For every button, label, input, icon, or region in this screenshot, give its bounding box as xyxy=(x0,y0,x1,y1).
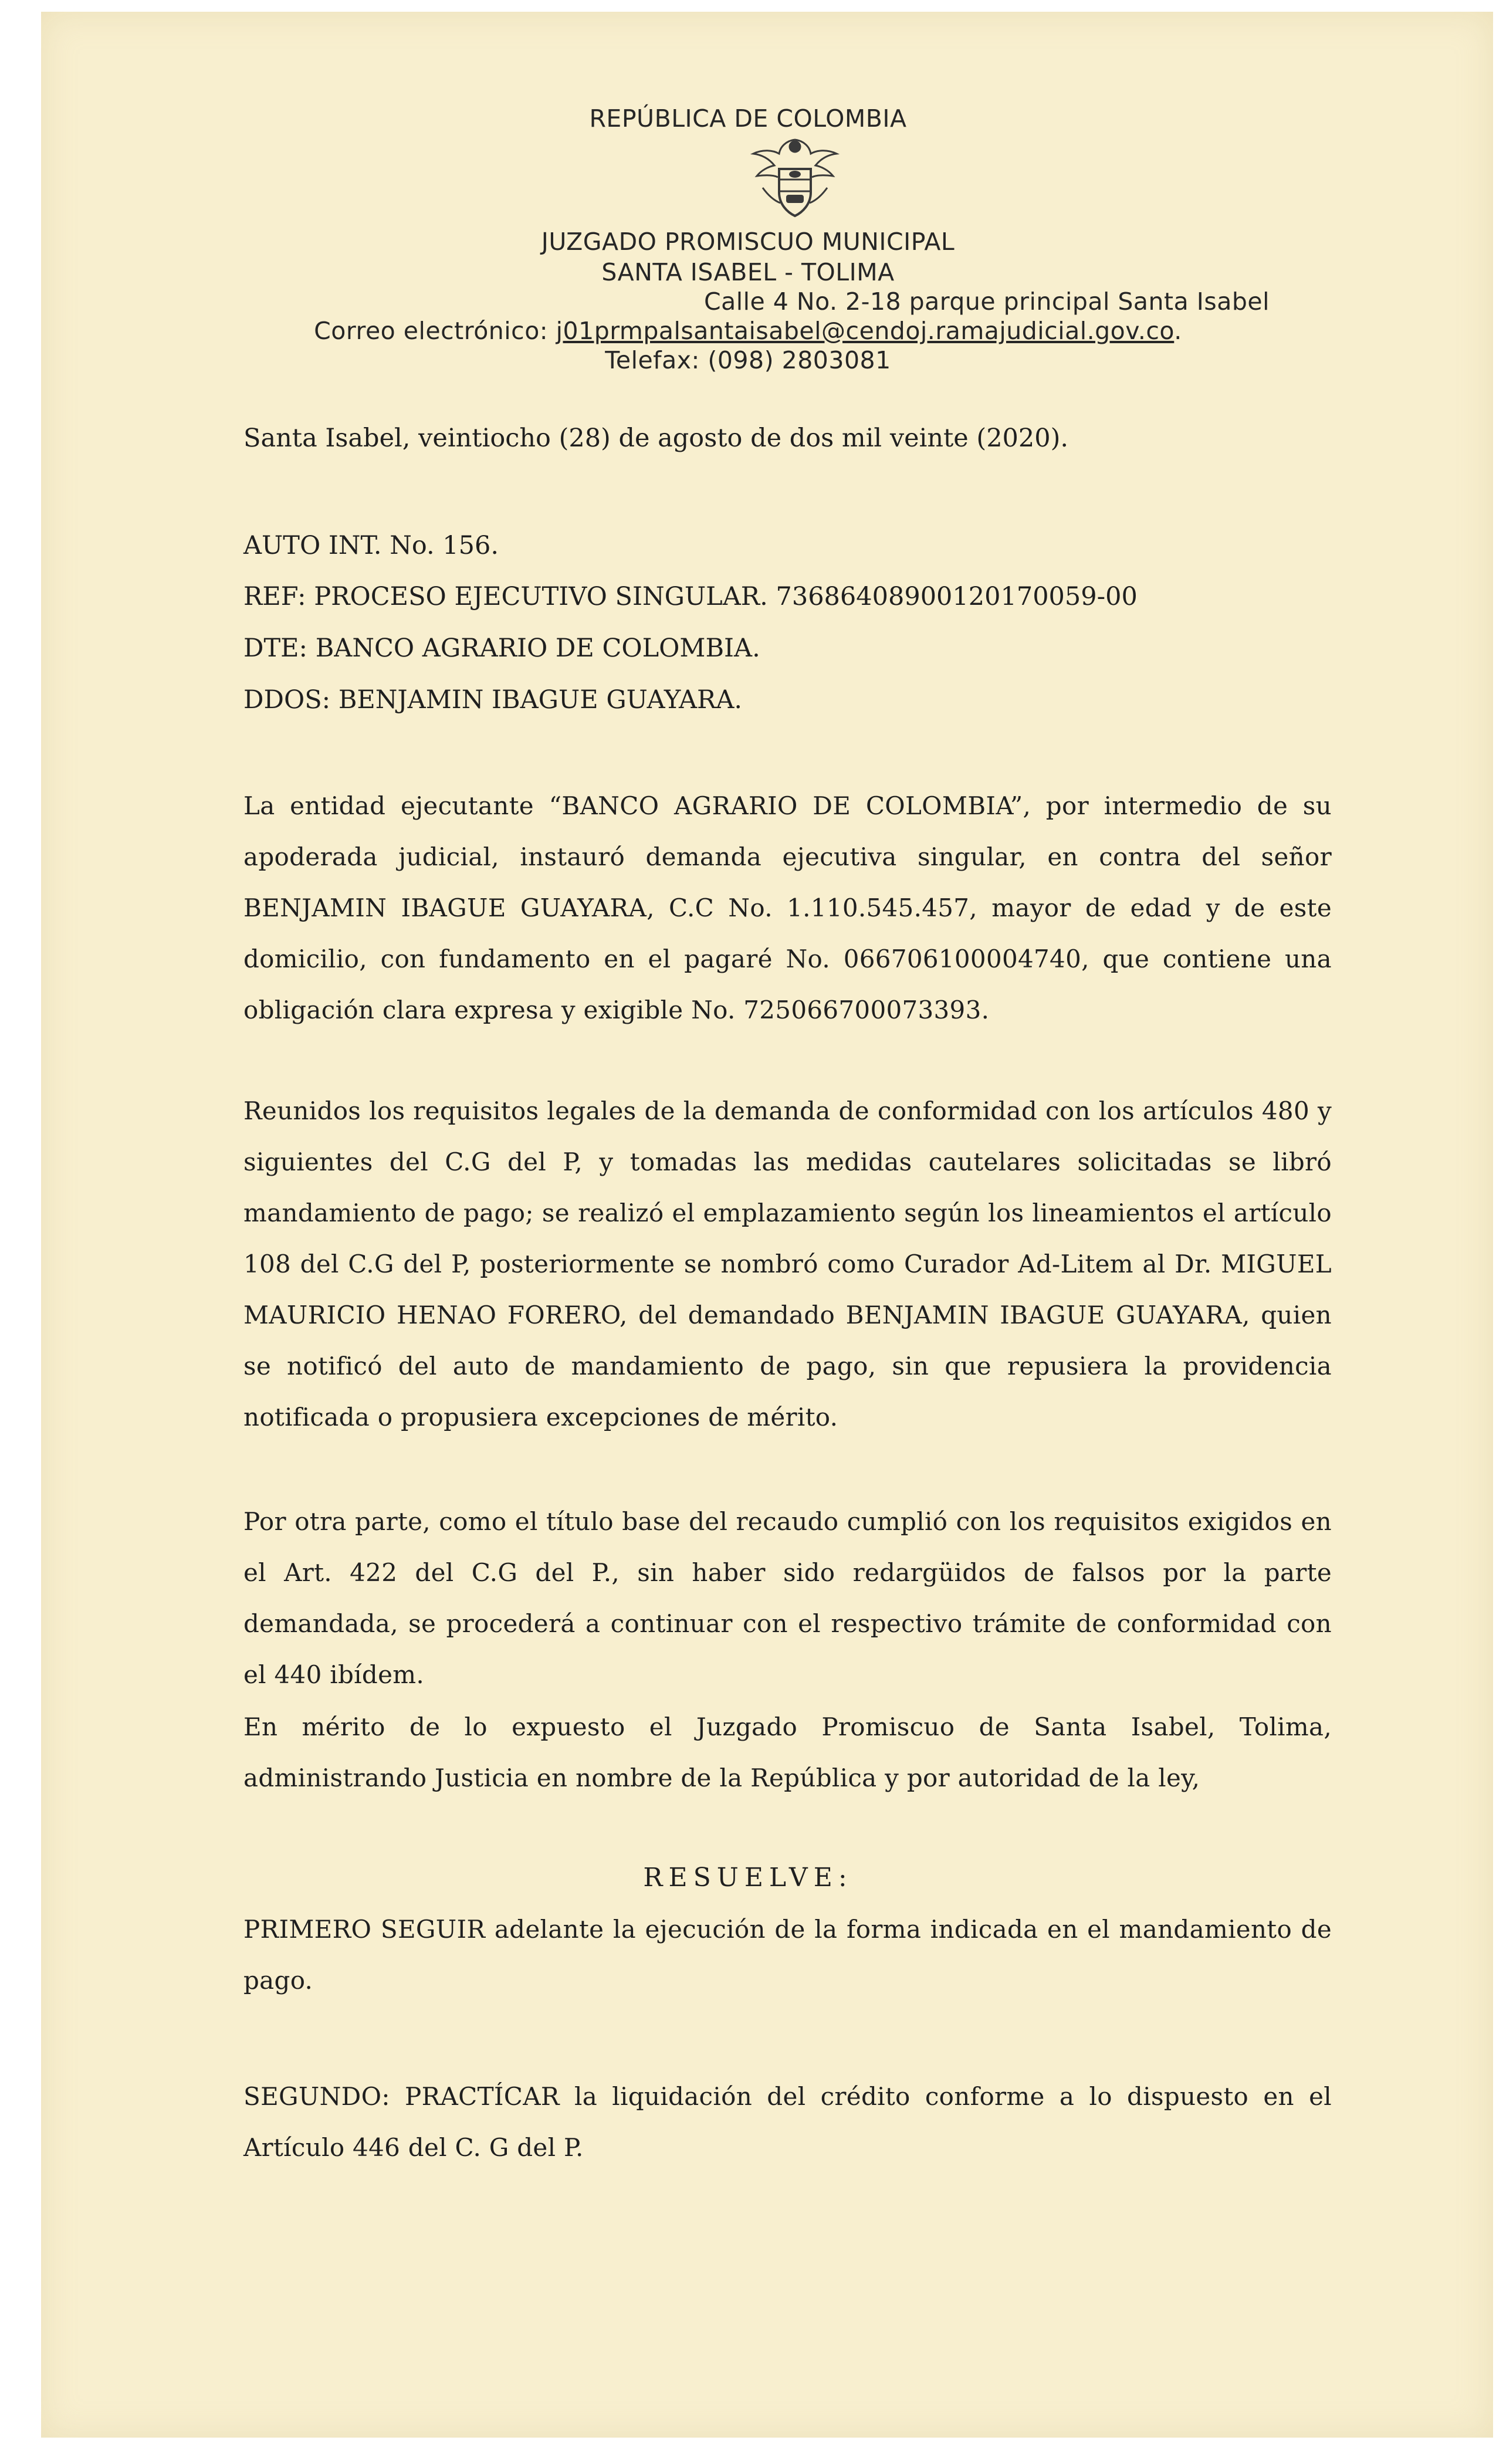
email-line xyxy=(0,317,1496,345)
colombia-coat-of-arms-icon xyxy=(745,134,845,222)
resolution-segundo: SEGUNDO: PRACTÍCAR la liquidación del crédito conforme a lo dispuesto en el Artículo 446 del C. G del P. xyxy=(243,2082,1332,2162)
defendant-line: DDOS: BENJAMIN IBAGUE GUAYARA. xyxy=(243,685,743,715)
resuelve-heading: RESUELVE: xyxy=(643,1863,853,1893)
paragraph-2: Reunidos los requisitos legales de la demanda de conformidad con los artículos 480 y siguientes del C.G del P, y tomadas las medidas cautelares solicitadas se libró mandamiento de pago; se realizó el emplazamiento según los lineamientos el artículo 108 del C.G del P, posteriormente se nombró como Curador Ad-Litem al Dr. MIGUEL MAURICIO HENAO FORERO, del demandado BENJAMIN IBAGUE GUAYARA, quien se notificó del auto de mandamiento de pago, sin que repusiera la providencia notificada o propusiera excepciones de mérito. xyxy=(243,1096,1332,1431)
court-location: SANTA ISABEL - TOLIMA xyxy=(601,258,895,286)
paragraph-1: La entidad ejecutante “BANCO AGRARIO DE COLOMBIA”, por intermedio de su apoderada judicial, instauró demanda ejecutiva singular, en contra del señor BENJAMIN IBAGUE GUAYARA, C.C No. 1.110.545.457, mayor de edad y de este domicilio, con fundamento en el pagaré No. 066706100004740, que contiene una obligación clara expresa y exigible No. 725066700073393. xyxy=(243,791,1332,1024)
court-address: Calle 4 No. 2-18 parque principal Santa Isabel xyxy=(704,287,1270,316)
auto-number: AUTO INT. No. 156. xyxy=(243,531,499,560)
country-heading: REPÚBLICA DE COLOMBIA xyxy=(589,104,907,133)
date-line: Santa Isabel, veintiocho (28) de agosto de dos mil veinte (2020). xyxy=(243,424,1069,453)
email-label: Correo electrónico: xyxy=(314,317,556,345)
email-suffix: . xyxy=(1174,317,1182,345)
email-link[interactable]: j01prmpalsantaisabel@cendoj.ramajudicial.gov.co xyxy=(556,317,1175,345)
paragraph-4: En mérito de lo expuesto el Juzgado Promiscuo de Santa Isabel, Tolima, administrando Justicia en nombre de la República y por autoridad de la ley, xyxy=(243,1712,1332,1792)
resolution-primero: PRIMERO SEGUIR adelante la ejecución de la forma indicada en el mandamiento de pago. xyxy=(243,1915,1332,1995)
plaintiff-line: DTE: BANCO AGRARIO DE COLOMBIA. xyxy=(243,634,760,663)
paragraph-3: Por otra parte, como el título base del recaudo cumplió con los requisitos exigidos en el Art. 422 del C.G del P., sin haber sido redargüidos de falsos por la parte demandada, se procederá a continuar con el respectivo trámite de conformidad con el 440 ibídem. xyxy=(243,1507,1332,1689)
case-reference: REF: PROCESO EJECUTIVO SINGULAR. 73686408900120170059-00 xyxy=(243,582,1138,611)
court-name: JUZGADO PROMISCUO MUNICIPAL xyxy=(541,228,955,256)
telefax-line: Telefax: (098) 2803081 xyxy=(605,346,891,374)
